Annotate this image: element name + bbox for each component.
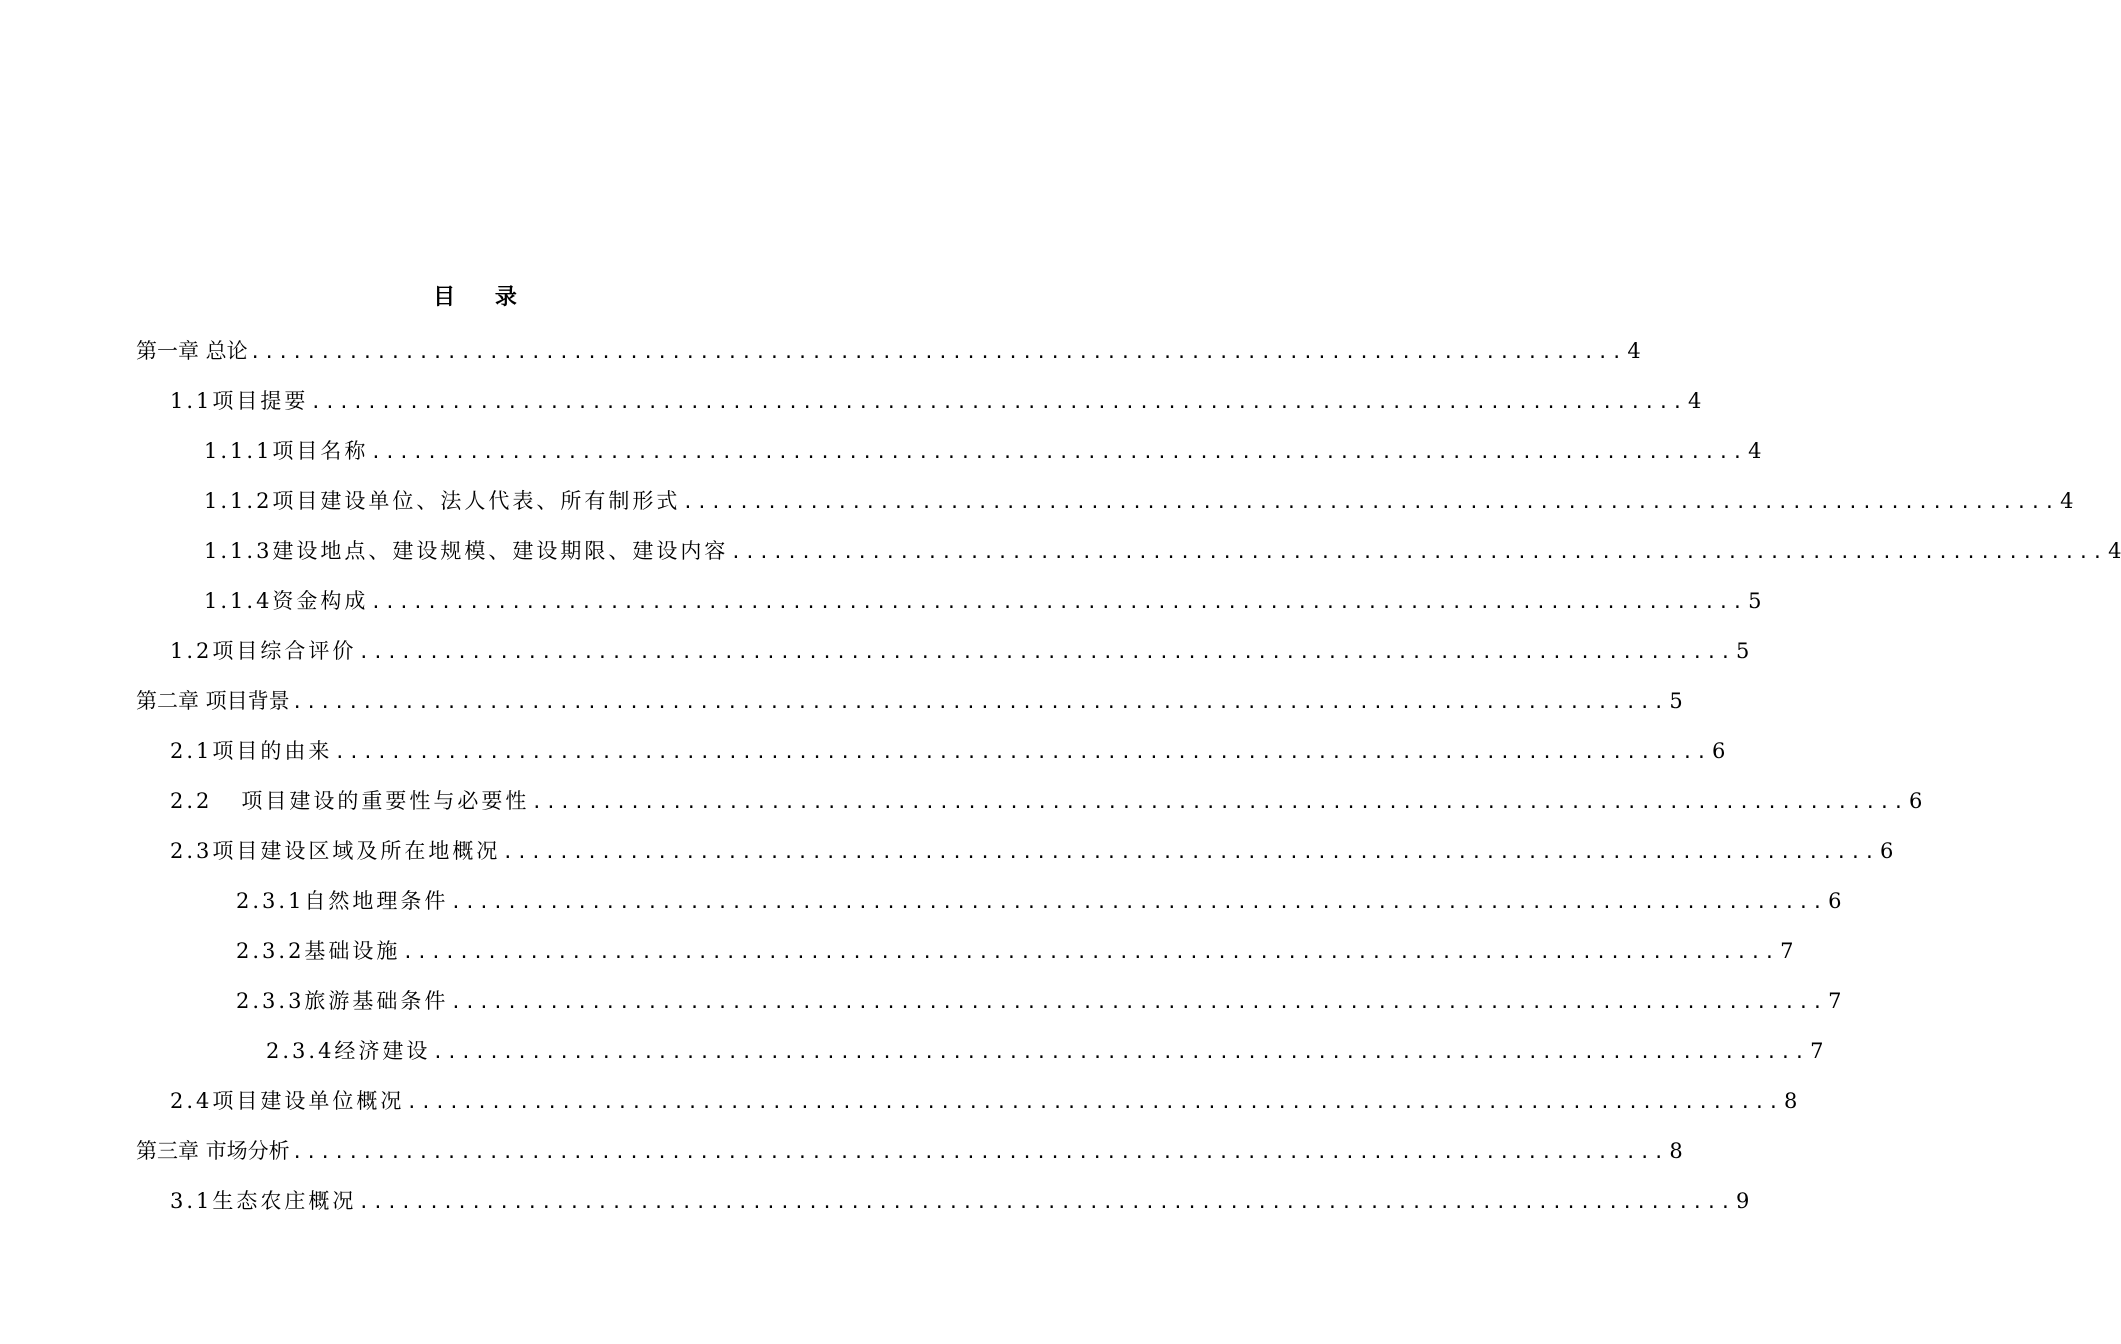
toc-entry-text: 2.1项目的由来 — [170, 739, 333, 763]
toc-entry-page: 5 — [1736, 639, 1750, 663]
toc-entry-1-1-1[interactable] — [204, 436, 1762, 466]
toc-entry-text: 2.3.2基础设施 — [236, 939, 401, 963]
leader-dots: .................................................................................................. — [432, 1042, 1809, 1063]
toc-entry-chapter-2[interactable] — [136, 686, 1683, 716]
toc-entry-page: 6 — [1712, 739, 1726, 763]
toc-entry-text: 第三章 市场分析 — [136, 1139, 290, 1163]
leader-dots: .................................................................................................. — [334, 742, 1711, 763]
leader-dots: .................................................................................................. — [402, 942, 1779, 963]
toc-entry-1-2[interactable] — [170, 636, 1750, 666]
toc-entry-2-2[interactable] — [170, 786, 1923, 816]
toc-entry-text: 2.2 项目建设的重要性与必要性 — [170, 789, 530, 813]
toc-entry-page: 6 — [1880, 839, 1894, 863]
toc-entry-page: 4 — [2060, 489, 2074, 513]
toc-entry-page: 6 — [1909, 789, 1923, 813]
toc-entry-2-3-1[interactable] — [236, 886, 1842, 916]
toc-entry-1-1[interactable] — [170, 386, 1702, 416]
leader-dots: .................................................................................................. — [531, 792, 1908, 813]
toc-entry-text: 2.3项目建设区域及所在地概况 — [170, 839, 501, 863]
toc-entry-2-3-2[interactable] — [236, 936, 1794, 966]
leader-dots: .................................................................................................. — [450, 992, 1827, 1013]
leader-dots: .................................................................................................. — [249, 342, 1626, 363]
leader-dots: .................................................................................................. — [450, 892, 1827, 913]
toc-entry-page: 4 — [1688, 389, 1702, 413]
toc-entry-1-1-4[interactable] — [204, 586, 1762, 616]
leader-dots: .................................................................................................. — [358, 642, 1735, 663]
toc-entry-text: 1.1.2项目建设单位、法人代表、所有制形式 — [204, 489, 681, 513]
toc-entry-text: 2.3.1自然地理条件 — [236, 889, 449, 913]
toc-entry-text: 3.1生态农庄概况 — [170, 1189, 357, 1213]
toc-entry-text: 1.1.3建设地点、建设规模、建设期限、建设内容 — [204, 539, 729, 563]
toc-entry-2-3-4[interactable] — [266, 1036, 1824, 1066]
toc-entry-page: 8 — [1669, 1139, 1683, 1163]
leader-dots: .................................................................................................. — [730, 542, 2107, 563]
toc-entry-page: 7 — [1810, 1039, 1824, 1063]
leader-dots: .................................................................................................. — [370, 592, 1747, 613]
toc-entry-2-4[interactable] — [170, 1086, 1798, 1116]
toc-entry-text: 第一章 总论 — [136, 339, 248, 363]
toc-entry-chapter-3[interactable] — [136, 1136, 1683, 1166]
leader-dots: .................................................................................................. — [310, 392, 1687, 413]
toc-entry-page: 7 — [1780, 939, 1794, 963]
leader-dots: .................................................................................................. — [370, 442, 1747, 463]
toc-entry-text: 1.1.1项目名称 — [204, 439, 369, 463]
toc-entry-1-1-3[interactable] — [204, 536, 2121, 566]
toc-entry-3-1[interactable] — [170, 1186, 1750, 1216]
leader-dots: .................................................................................................. — [502, 842, 1879, 863]
leader-dots: .................................................................................................. — [358, 1192, 1735, 1213]
toc-entry-page: 8 — [1784, 1089, 1798, 1113]
toc-entry-page: 4 — [2108, 539, 2121, 563]
toc-entry-page: 5 — [1748, 589, 1762, 613]
leader-dots: .................................................................................................. — [682, 492, 2059, 513]
toc-entry-2-1[interactable] — [170, 736, 1726, 766]
toc-entry-2-3-3[interactable] — [236, 986, 1842, 1016]
toc-entry-page: 7 — [1828, 989, 1842, 1013]
toc-entry-text: 2.3.4经济建设 — [266, 1039, 431, 1063]
toc-entry-page: 4 — [1748, 439, 1762, 463]
toc-entry-page: 6 — [1828, 889, 1842, 913]
toc-entry-text: 第二章 项目背景 — [136, 689, 290, 713]
toc-entry-text: 2.3.3旅游基础条件 — [236, 989, 449, 1013]
toc-entry-text: 1.1项目提要 — [170, 389, 309, 413]
toc-entry-2-3[interactable] — [170, 836, 1894, 866]
toc-entry-page: 9 — [1736, 1189, 1750, 1213]
toc-entry-chapter-1[interactable] — [136, 336, 1641, 366]
leader-dots: .................................................................................................. — [291, 1142, 1668, 1163]
leader-dots: .................................................................................................. — [406, 1092, 1783, 1113]
leader-dots: .................................................................................................. — [291, 692, 1668, 713]
toc-entry-page: 4 — [1627, 339, 1641, 363]
toc-title: 目 录 — [433, 285, 533, 310]
toc-entry-page: 5 — [1669, 689, 1683, 713]
toc-entry-1-1-2[interactable] — [204, 486, 2074, 516]
toc-entry-text: 1.1.4资金构成 — [204, 589, 369, 613]
toc-entry-text: 1.2项目综合评价 — [170, 639, 357, 663]
toc-entry-text: 2.4项目建设单位概况 — [170, 1089, 405, 1113]
